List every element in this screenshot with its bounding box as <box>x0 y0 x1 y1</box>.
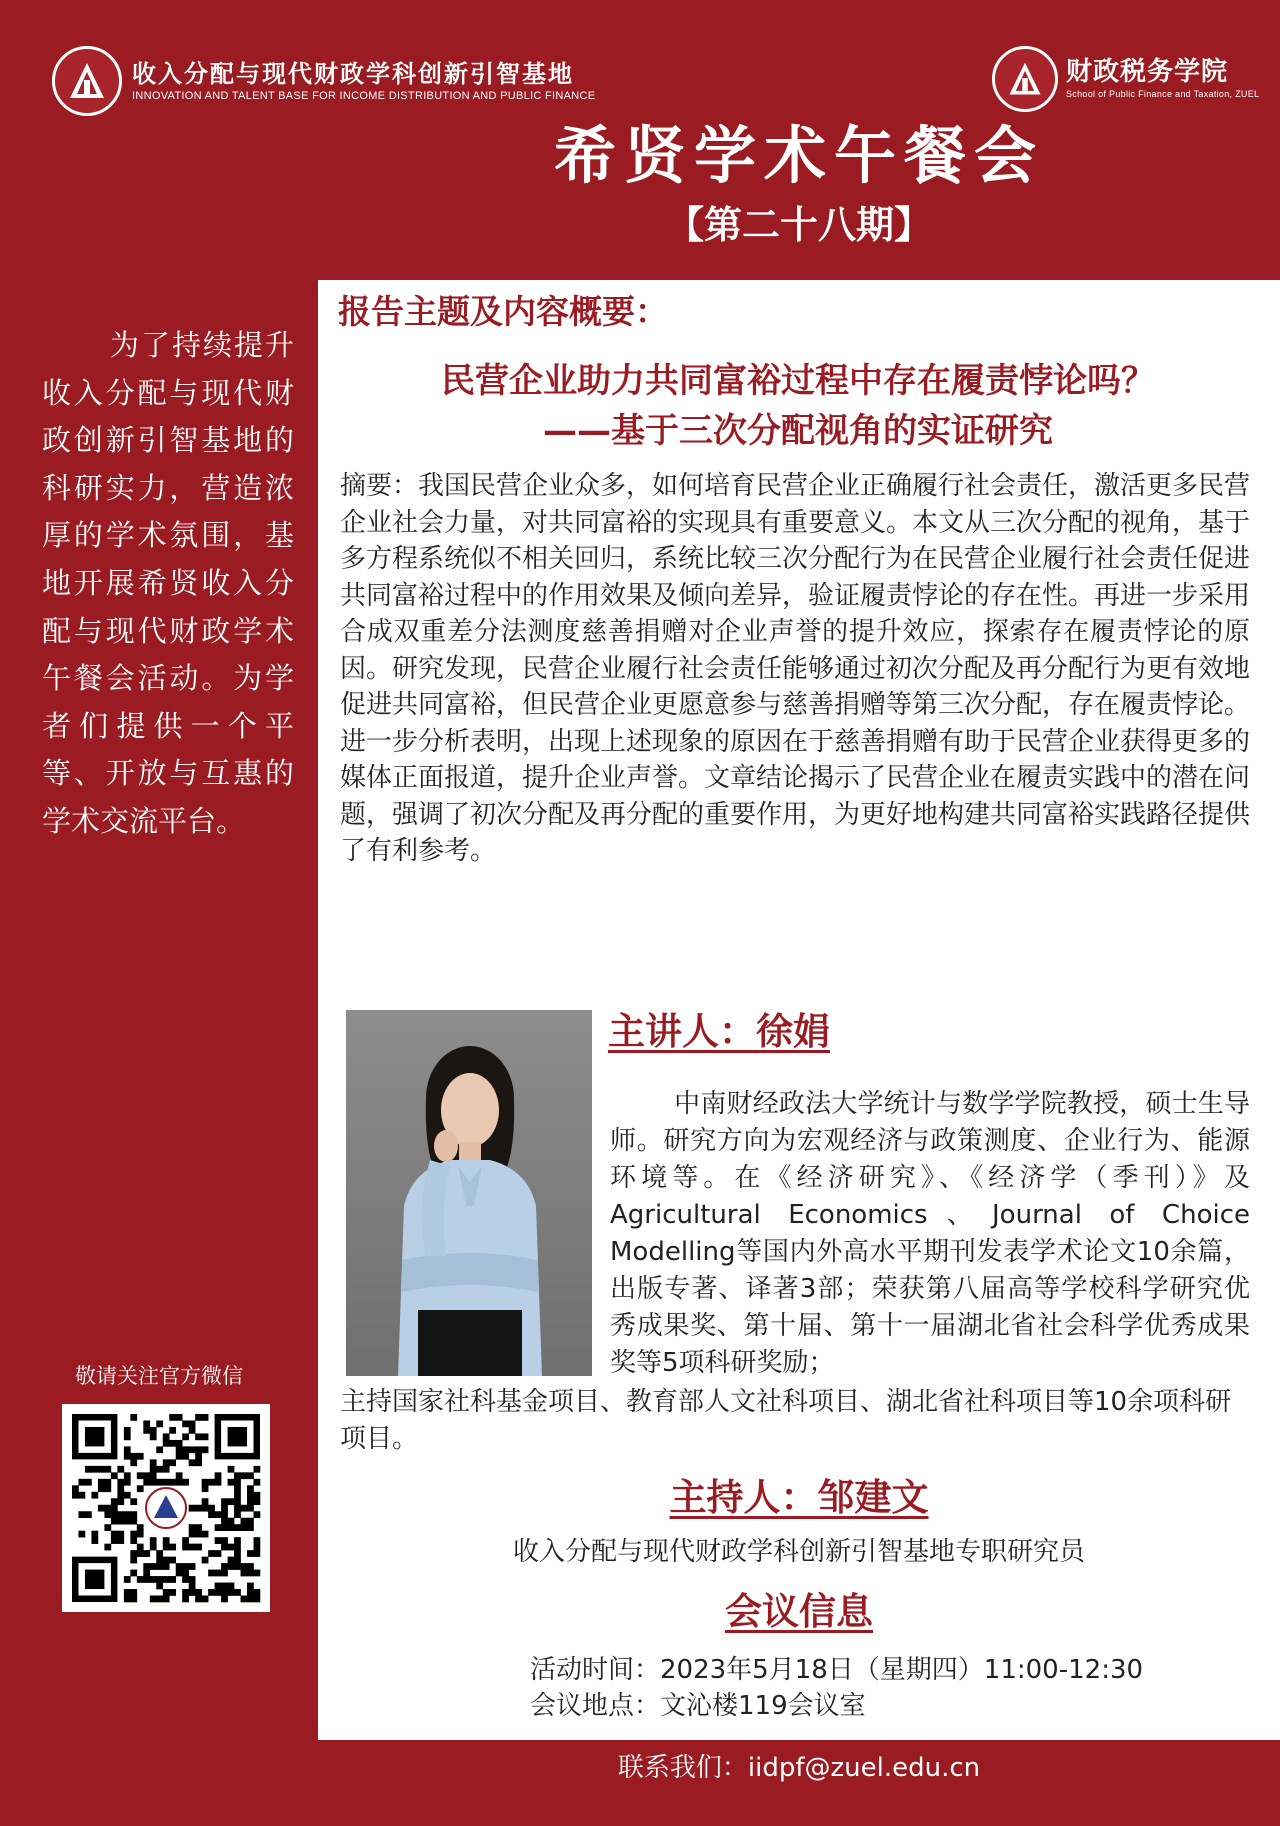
speaker-bio-tail: 主持国家社科基金项目、教育部人文社科项目、湖北省社科项目等10余项科研项目。 <box>340 1387 1232 1454</box>
speaker-bio <box>610 1086 1250 1382</box>
wechat-qr-code[interactable] <box>62 1404 270 1612</box>
school-logo-subtitle: School of Public Finance and Taxation, ZUEL <box>1066 89 1260 99</box>
school-emblem-icon <box>992 46 1058 112</box>
report-topic-line1: 民营企业助力共同富裕过程中存在履责悖论吗？ <box>441 361 1155 401</box>
speaker-heading: 主讲人：徐娟 <box>608 1010 830 1053</box>
base-logo-subtitle: INNOVATION AND TALENT BASE FOR INCOME DISTRIBUTION AND PUBLIC FINANCE <box>132 90 596 102</box>
meeting-location: 会议地点：文沁楼119会议室 <box>530 1691 866 1721</box>
report-section-title: 报告主题及内容概要： <box>338 292 668 331</box>
sidebar-intro-text: 为了持续提升收入分配与现代财政创新引智基地的科研实力，营造浓厚的学术氛围，基地开展希贤收入分配与现代财政学术午餐会活动。为学者们提供一个平等、开放与互惠的学术交流平台。 <box>42 328 294 838</box>
meeting-heading-wrap <box>318 1588 1280 1636</box>
host-description: 收入分配与现代财政学科创新引智基地专职研究员 <box>512 1537 1085 1567</box>
contact-info[interactable]: 联系我们：iidpf@zuel.edu.cn <box>617 1753 981 1783</box>
qr-code-icon <box>62 1404 270 1612</box>
school-logo <box>992 46 1259 112</box>
speaker-bio-text: 中南财经政法大学统计与数学学院教授，硕士生导师。研究方向为宏观经济与政策测度、企业行为、能源环境等。在《经济研究》、《经济学（季刊）》及Agricultural Economics、Journal of Choice Modelling等国内外高水平期刊发表学术论文10余篇，出版专著、译著3部；荣获第八届高等学校科学研究优秀成果奖、第十届、第十一届湖北省社会科学优秀成果奖等5项科研奖励； <box>610 1089 1250 1378</box>
event-title: 希贤学术午餐会 <box>553 119 1044 192</box>
base-logo-name: 收入分配与现代财政学科创新引智基地 <box>132 59 574 88</box>
speaker-photo <box>346 1010 592 1376</box>
report-topic-line2: ——基于三次分配视角的实证研究 <box>543 411 1053 451</box>
host-heading-wrap <box>318 1474 1280 1522</box>
meeting-heading: 会议信息 <box>725 1590 873 1633</box>
speaker-portrait-icon <box>346 1010 592 1376</box>
base-logo <box>52 46 595 116</box>
base-emblem-icon <box>52 46 122 116</box>
host-heading: 主持人：邹建文 <box>669 1476 929 1519</box>
issue-number: 【第二十八期】 <box>665 203 932 247</box>
meeting-time: 活动时间：2023年5月18日（星期四）11:00-12:30 <box>530 1655 1144 1685</box>
report-abstract: 摘要：我国民营企业众多，如何培育民营企业正确履行社会责任，激活更多民营企业社会力量，对共同富裕的实现具有重要意义。本文从三次分配的视角，基于多方程系统似不相关回归，系统比较三次分配行为在民营企业履行社会责任促进共同富裕过程中的作用效果及倾向差异，验证履责悖论的存在性。再进一步采用合成双重差分法测度慈善捐赠对企业声誉的提升效应，探索存在履责悖论的原因。研究发现，民营企业履行社会责任能够通过初次分配及再分配行为更有效地促进共同富裕，但民营企业更愿意参与慈善捐赠等第三次分配，存在履责悖论。进一步分析表明，出现上述现象的原因在于慈善捐赠有助于民营企业获得更多的媒体正面报道，提升企业声誉。文章结论揭示了民营企业在履责实践中的潜在问题，强调了初次分配及再分配的重要作用，为更好地构建共同富裕实践路径提供了有利参考。 <box>340 471 1251 866</box>
school-logo-name: 财政税务学院 <box>1066 57 1229 87</box>
qr-label: 敬请关注官方微信 <box>75 1364 243 1388</box>
sidebar-intro <box>42 322 294 846</box>
